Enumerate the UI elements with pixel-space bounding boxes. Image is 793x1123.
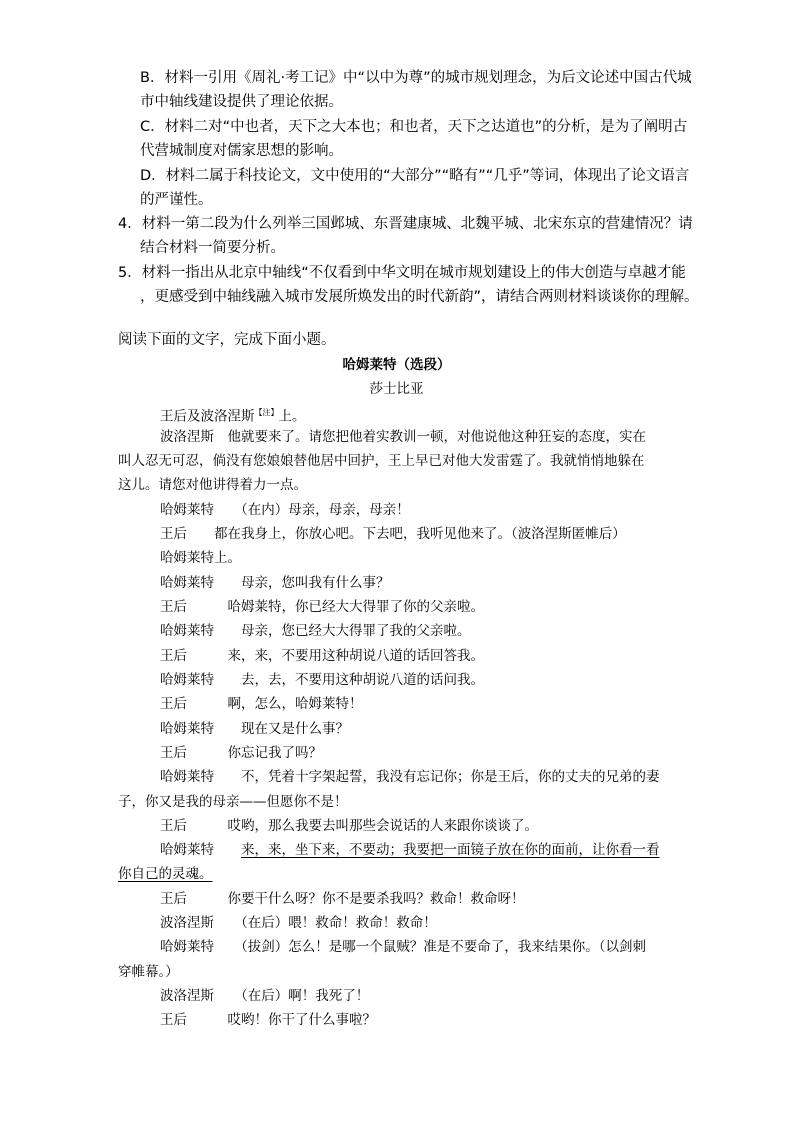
option-c-line-2: 代营城制度对儒家思想的影响。	[140, 143, 343, 159]
stage-direction-1	[160, 403, 306, 427]
speaker: 哈姆莱特	[160, 842, 241, 858]
dialogue-line: 哈姆莱特 去，去，不要用这种胡说八道的话问我。	[160, 672, 484, 688]
dialogue-line: 哈姆莱特 不，凭着十字架起誓，我没有忘记你；你是王后，你的丈夫的兄弟的妻	[160, 769, 660, 785]
reading-instruction: 阅读下面的文字，完成下面小题。	[118, 332, 336, 348]
stage-direction-end: 上。	[278, 408, 306, 425]
passage-title: 哈姆莱特（选段）	[342, 357, 451, 373]
option-b-line-1: B．材料一引用《周礼·考工记》中“以中为尊”的城市规划理念，为后文论述中国古代城	[140, 70, 692, 86]
dialogue-line: 王后 哎哟，那么我要去叫那些会说话的人来跟你谈谈了。	[160, 818, 538, 834]
passage-author: 莎士比亚	[369, 381, 424, 397]
dialogue-line: 叫人忍无可忍，倘没有您娘娘替他居中回护，王上早已对他大发雷霆了。我就悄悄地躲在	[118, 453, 645, 469]
stage-direction: 穿帷幕。）	[118, 964, 179, 980]
dialogue-line: 王后 哈姆莱特，你已经大大得罪了你的父亲啦。	[160, 599, 484, 615]
stage-direction-text: 王后及波洛涅斯	[160, 408, 255, 425]
dialogue-line: 哈姆莱特 现在又是什么事？	[160, 721, 349, 737]
dialogue-line: 王后 哎哟！你干了什么事啦？	[160, 1012, 376, 1028]
dialogue-line: 哈姆莱特 （在内）母亲，母亲，母亲！	[160, 502, 410, 518]
option-c-line-1: C．材料二对“中也者，天下之大本也；和也者，天下之达道也”的分析，是为了阐明古	[140, 119, 688, 135]
dialogue-line: 哈姆莱特 母亲，您叫我有什么事？	[160, 575, 390, 591]
dialogue-line: 波洛涅斯 （在后）啊！我死了！	[160, 988, 370, 1004]
option-b-line-2: 市中轴线建设提供了理论依据。	[140, 94, 343, 110]
stage-direction: 哈姆莱特上。	[160, 550, 241, 566]
dialogue-line: 波洛涅斯 （在后）喂！救命！救命！救命！	[160, 915, 437, 931]
dialogue-line: 王后 啊，怎么，哈姆莱特！	[160, 696, 363, 712]
dialogue-line: 王后 你要干什么呀？你不是要杀我吗？救命！救命呀！	[160, 891, 525, 907]
dialogue-line-underlined	[160, 840, 660, 860]
question-4-line-2: 结合材料一简要分析。	[140, 240, 285, 256]
option-d-line-1: D．材料二属于科技论文，文中使用的“大部分”“略有”“几乎”等词，体现出了论文语言	[140, 168, 690, 184]
dialogue-line: 王后 你忘记我了吗？	[160, 745, 322, 761]
question-5-line-1: 5．材料一指出从北京中轴线“不仅看到中华文明在城市规划建设上的伟大创造与卓越才能	[118, 265, 686, 281]
dialogue-line: 哈姆莱特 （拔剑）怎么！是哪一个鼠贼？准是不要命了，我来结果你。（以剑刺	[160, 939, 646, 955]
option-d-line-2: 的严谨性。	[140, 192, 213, 208]
question-5-line-2: ，更感受到中轴线融入城市发展所焕发出的时代新韵”，请结合两则材料谈谈你的理解。	[140, 289, 699, 305]
dialogue-line: 这儿。请您对他讲得着力一点。	[118, 477, 307, 493]
dialogue-line: 波洛涅斯 他就要来了。请您把他着实教训一顿，对他说他这种狂妄的态度，实在	[160, 429, 646, 445]
dialogue-line: 王后 来，来，不要用这种胡说八道的话回答我。	[160, 648, 484, 664]
footnote-marker: 【注】	[254, 408, 279, 417]
dialogue-line: 子，你又是我的母亲——但愿你不是！	[118, 794, 348, 810]
dialogue-line: 哈姆莱特 母亲，您已经大大得罪了我的父亲啦。	[160, 623, 471, 639]
underlined-text: 来，来，坐下来，不要动；我要把一面镜子放在你的面前，让你看一看	[241, 842, 660, 858]
underlined-text: 你自己的灵魂。	[118, 866, 213, 882]
dialogue-line: 王后 都在我身上，你放心吧。下去吧，我听见他来了。（波洛涅斯匿帷后）	[160, 526, 626, 542]
question-4-line-1: 4．材料一第二段为什么列举三国邺城、东晋建康城、北魏平城、北宋东京的营建情况？请	[118, 216, 693, 232]
